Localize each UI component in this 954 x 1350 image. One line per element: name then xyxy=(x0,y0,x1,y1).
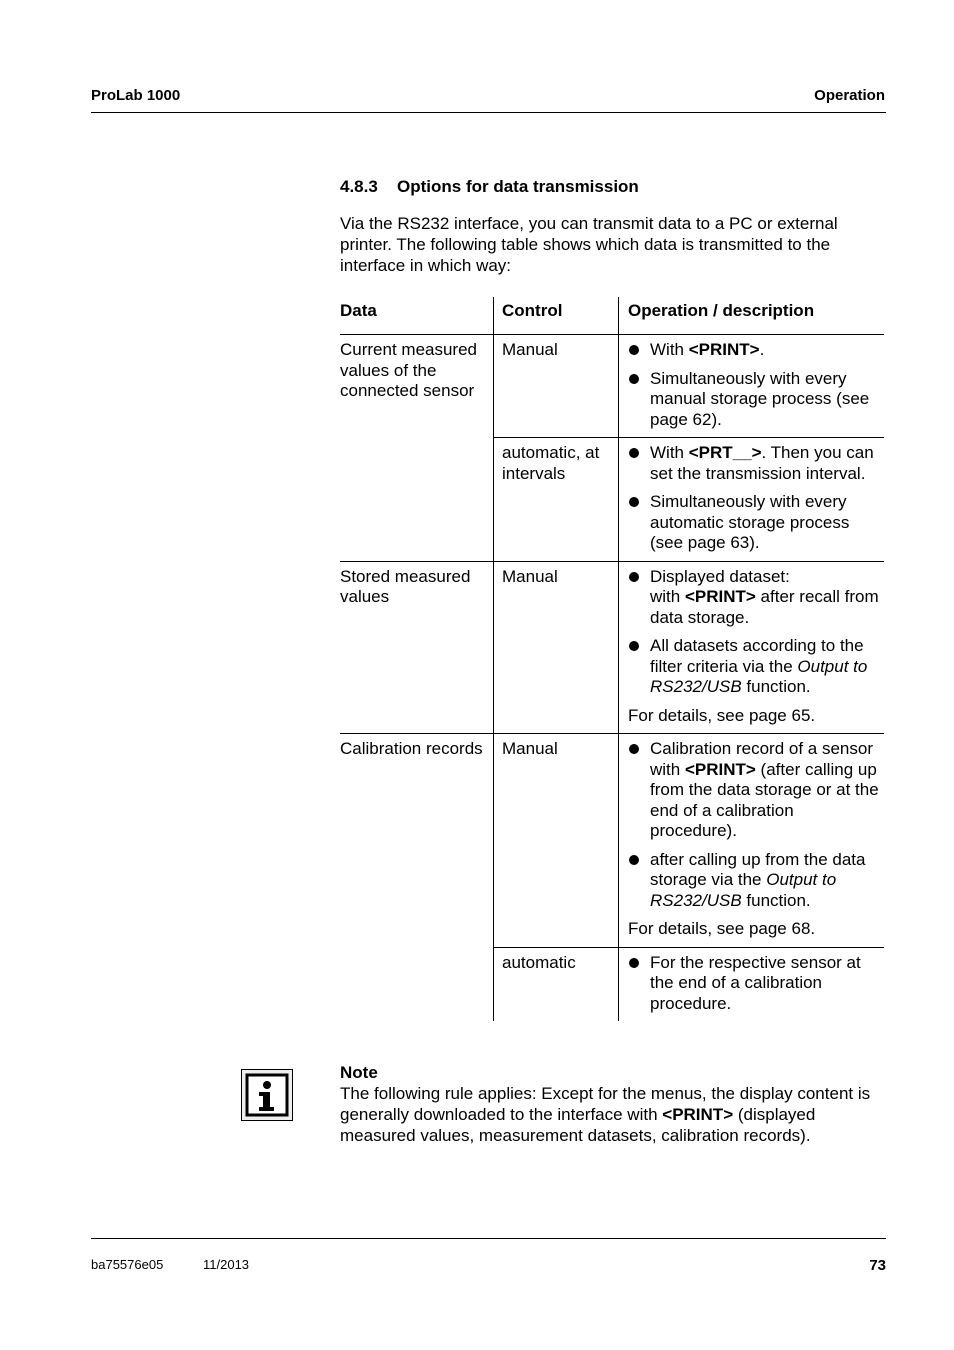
cell-control: Manual xyxy=(494,335,619,438)
details-reference: For details, see page 65. xyxy=(628,705,816,725)
header-operation: Operation / description xyxy=(619,297,885,335)
list-item: after calling up from the data storage via the Output to RS232/USB function. xyxy=(628,850,884,912)
list-item: Simultaneously with every manual storage process (see page 62). xyxy=(628,369,884,431)
header-chapter: Operation xyxy=(814,87,885,104)
key-prt: <PRT__> xyxy=(688,443,762,462)
intro-paragraph: Via the RS232 interface, you can transmit data to a PC or external printer. The following table shows which data is transmitted to the interface in which way: xyxy=(340,214,838,275)
cell-control: automatic xyxy=(494,947,619,1021)
info-icon xyxy=(241,1069,293,1121)
list-item: With <PRINT>. xyxy=(628,340,884,361)
page-number: 73 xyxy=(869,1257,886,1274)
bullet-icon xyxy=(629,572,639,582)
bullet-icon xyxy=(629,497,639,507)
bullet-icon xyxy=(629,855,639,865)
header-rule xyxy=(91,112,886,113)
section-title: Options for data transmission xyxy=(397,177,639,196)
list-item: Calibration record of a sensor with <PRINT> (after calling up from the data storage or at the end of a calibration procedure). xyxy=(628,739,884,842)
table-row xyxy=(340,561,884,734)
cell-control: Manual xyxy=(494,734,619,948)
list-item: All datasets according to the filter criteria via the Output to RS232/USB function. xyxy=(628,636,884,698)
list-item: Displayed dataset: with <PRINT> after recall from data storage. xyxy=(628,567,884,629)
table-header-row xyxy=(340,297,884,335)
transmission-table xyxy=(340,297,884,1021)
bullet-icon xyxy=(629,641,639,651)
bullet-icon xyxy=(629,374,639,384)
footer-date: 11/2013 xyxy=(203,1257,250,1272)
note-text: The following rule applies: Except for the menus, the display content is generally downloaded to the interface with <PRINT> (displayed measured values, measurement datasets, calibration records). xyxy=(340,1084,871,1145)
cell-operation xyxy=(619,438,885,562)
cell-control: automatic, at intervals xyxy=(494,438,619,562)
cell-data: Stored measured values xyxy=(340,561,494,734)
cell-operation xyxy=(619,947,885,1021)
list-item: For the respective sensor at the end of a calibration procedure. xyxy=(628,953,884,1015)
cell-operation xyxy=(619,734,885,948)
function-name: Output to RS232/USB xyxy=(650,870,837,910)
bullet-icon xyxy=(629,345,639,355)
function-name: Output to RS232/USB xyxy=(650,656,868,696)
cell-operation xyxy=(619,335,885,438)
cell-data: Current measured values of the connected sensor xyxy=(340,335,494,562)
cell-data: Calibration records xyxy=(340,739,483,758)
list-item: Simultaneously with every automatic storage process (see page 63). xyxy=(628,492,884,554)
note-title: Note xyxy=(340,1063,378,1082)
table-row xyxy=(340,734,884,948)
header-product: ProLab 1000 xyxy=(91,87,181,104)
key-print: <PRINT> xyxy=(684,759,756,779)
cell-operation xyxy=(619,561,885,734)
section-number: 4.8.3 xyxy=(340,177,378,196)
bullet-icon xyxy=(629,744,639,754)
bullet-icon xyxy=(629,958,639,968)
key-print: <PRINT> xyxy=(662,1105,734,1124)
header-control: Control xyxy=(494,297,619,335)
table-row xyxy=(340,335,884,438)
list-item: With <PRT__>. Then you can set the transmission interval. xyxy=(628,443,884,484)
key-print: <PRINT> xyxy=(688,340,760,359)
footer-rule xyxy=(91,1238,886,1239)
details-reference: For details, see page 68. xyxy=(628,919,816,938)
key-print: <PRINT> xyxy=(684,587,756,606)
cell-control: Manual xyxy=(494,561,619,734)
bullet-icon xyxy=(629,448,639,458)
footer-doc-id: ba75576e05 xyxy=(91,1257,164,1272)
header-data: Data xyxy=(340,297,494,335)
section-heading xyxy=(340,177,639,197)
